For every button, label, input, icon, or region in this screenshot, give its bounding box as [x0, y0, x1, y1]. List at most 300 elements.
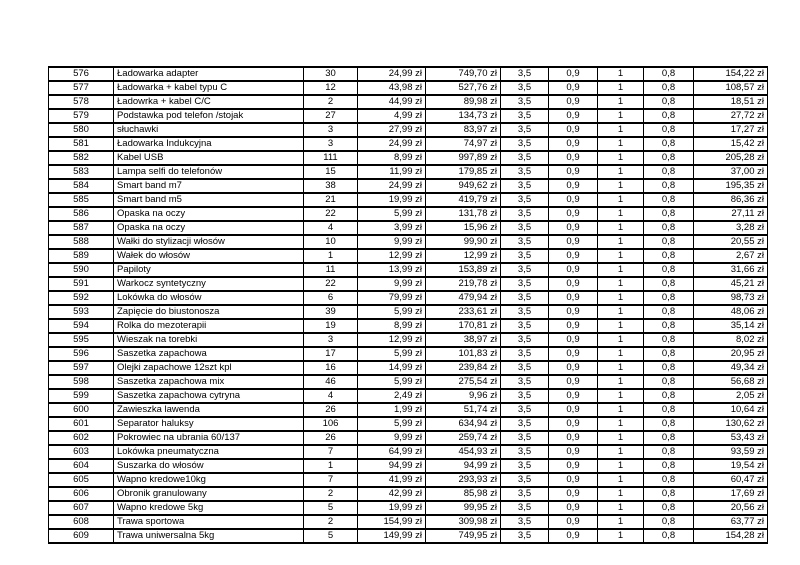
factor-08-cell: 0,8	[644, 179, 694, 193]
factor-35-cell: 3,5	[501, 501, 549, 515]
product-name-cell: Lokówka do włosów	[114, 291, 304, 305]
factor-35-cell: 3,5	[501, 263, 549, 277]
total-value-cell: 309,98 zł	[426, 515, 501, 529]
product-name-cell: Podstawka pod telefon /stojak	[114, 109, 304, 123]
factor-09-cell: 0,9	[549, 221, 598, 235]
quantity-cell: 5	[304, 529, 358, 543]
final-amount-cell: 15,42 zł	[694, 137, 768, 151]
factor-1-cell: 1	[598, 515, 644, 529]
factor-35-cell: 3,5	[501, 445, 549, 459]
total-value-cell: 634,94 zł	[426, 417, 501, 431]
factor-09-cell: 0,9	[549, 263, 598, 277]
factor-1-cell: 1	[598, 487, 644, 501]
final-amount-cell: 205,28 zł	[694, 151, 768, 165]
table-row	[49, 165, 768, 179]
unit-price-cell: 149,99 zł	[358, 529, 426, 543]
quantity-cell: 4	[304, 389, 358, 403]
unit-price-cell: 19,99 zł	[358, 193, 426, 207]
factor-35-cell: 3,5	[501, 515, 549, 529]
factor-09-cell: 0,9	[549, 249, 598, 263]
factor-09-cell: 0,9	[549, 207, 598, 221]
total-value-cell: 83,97 zł	[426, 123, 501, 137]
quantity-cell: 5	[304, 501, 358, 515]
table-row	[49, 333, 768, 347]
factor-08-cell: 0,8	[644, 389, 694, 403]
table-row	[49, 193, 768, 207]
factor-1-cell: 1	[598, 137, 644, 151]
total-value-cell: 51,74 zł	[426, 403, 501, 417]
factor-35-cell: 3,5	[501, 487, 549, 501]
total-value-cell: 85,98 zł	[426, 487, 501, 501]
unit-price-cell: 12,99 zł	[358, 333, 426, 347]
table-row	[49, 375, 768, 389]
factor-35-cell: 3,5	[501, 249, 549, 263]
factor-35-cell: 3,5	[501, 235, 549, 249]
factor-35-cell: 3,5	[501, 459, 549, 473]
final-amount-cell: 130,62 zł	[694, 417, 768, 431]
quantity-cell: 39	[304, 305, 358, 319]
factor-1-cell: 1	[598, 151, 644, 165]
factor-08-cell: 0,8	[644, 417, 694, 431]
factor-1-cell: 1	[598, 193, 644, 207]
factor-08-cell: 0,8	[644, 333, 694, 347]
total-value-cell: 94,99 zł	[426, 459, 501, 473]
total-value-cell: 38,97 zł	[426, 333, 501, 347]
unit-price-cell: 5,99 zł	[358, 417, 426, 431]
factor-08-cell: 0,8	[644, 515, 694, 529]
unit-price-cell: 24,99 zł	[358, 179, 426, 193]
row-number-cell: 579	[49, 109, 114, 123]
factor-1-cell: 1	[598, 473, 644, 487]
row-number-cell: 592	[49, 291, 114, 305]
factor-08-cell: 0,8	[644, 67, 694, 81]
factor-1-cell: 1	[598, 529, 644, 543]
factor-09-cell: 0,9	[549, 417, 598, 431]
product-name-cell: Lokówka pneumatyczna	[114, 445, 304, 459]
unit-price-cell: 5,99 zł	[358, 305, 426, 319]
unit-price-cell: 5,99 zł	[358, 375, 426, 389]
unit-price-cell: 5,99 zł	[358, 207, 426, 221]
factor-08-cell: 0,8	[644, 445, 694, 459]
final-amount-cell: 56,68 zł	[694, 375, 768, 389]
unit-price-cell: 1,99 zł	[358, 403, 426, 417]
row-number-cell: 587	[49, 221, 114, 235]
product-name-cell: Papiloty	[114, 263, 304, 277]
factor-35-cell: 3,5	[501, 137, 549, 151]
factor-08-cell: 0,8	[644, 319, 694, 333]
unit-price-cell: 8,99 zł	[358, 151, 426, 165]
final-amount-cell: 49,34 zł	[694, 361, 768, 375]
unit-price-cell: 4,99 zł	[358, 109, 426, 123]
product-name-cell: Obronik granulowany	[114, 487, 304, 501]
total-value-cell: 74,97 zł	[426, 137, 501, 151]
unit-price-cell: 64,99 zł	[358, 445, 426, 459]
quantity-cell: 46	[304, 375, 358, 389]
unit-price-cell: 24,99 zł	[358, 137, 426, 151]
row-number-cell: 583	[49, 165, 114, 179]
product-name-cell: Zapięcie do biustonosza	[114, 305, 304, 319]
factor-1-cell: 1	[598, 95, 644, 109]
total-value-cell: 275,54 zł	[426, 375, 501, 389]
factor-1-cell: 1	[598, 291, 644, 305]
final-amount-cell: 93,59 zł	[694, 445, 768, 459]
factor-1-cell: 1	[598, 221, 644, 235]
product-name-cell: Kabel USB	[114, 151, 304, 165]
final-amount-cell: 35,14 zł	[694, 319, 768, 333]
product-name-cell: Ładowarka adapter	[114, 67, 304, 81]
factor-08-cell: 0,8	[644, 487, 694, 501]
factor-08-cell: 0,8	[644, 291, 694, 305]
final-amount-cell: 10,64 zł	[694, 403, 768, 417]
final-amount-cell: 154,22 zł	[694, 67, 768, 81]
factor-35-cell: 3,5	[501, 277, 549, 291]
row-number-cell: 600	[49, 403, 114, 417]
row-number-cell: 581	[49, 137, 114, 151]
unit-price-cell: 94,99 zł	[358, 459, 426, 473]
unit-price-cell: 5,99 zł	[358, 347, 426, 361]
factor-1-cell: 1	[598, 263, 644, 277]
final-amount-cell: 108,57 zł	[694, 81, 768, 95]
total-value-cell: 131,78 zł	[426, 207, 501, 221]
factor-35-cell: 3,5	[501, 151, 549, 165]
quantity-cell: 30	[304, 67, 358, 81]
product-name-cell: Smart band m5	[114, 193, 304, 207]
row-number-cell: 608	[49, 515, 114, 529]
row-number-cell: 580	[49, 123, 114, 137]
final-amount-cell: 48,06 zł	[694, 305, 768, 319]
factor-1-cell: 1	[598, 123, 644, 137]
final-amount-cell: 60,47 zł	[694, 473, 768, 487]
row-number-cell: 595	[49, 333, 114, 347]
unit-price-cell: 9,99 zł	[358, 235, 426, 249]
factor-08-cell: 0,8	[644, 207, 694, 221]
final-amount-cell: 18,51 zł	[694, 95, 768, 109]
quantity-cell: 17	[304, 347, 358, 361]
product-name-cell: Ładowarka + kabel typu C	[114, 81, 304, 95]
factor-09-cell: 0,9	[549, 165, 598, 179]
total-value-cell: 293,93 zł	[426, 473, 501, 487]
factor-08-cell: 0,8	[644, 403, 694, 417]
table-row	[49, 305, 768, 319]
factor-09-cell: 0,9	[549, 235, 598, 249]
unit-price-cell: 14,99 zł	[358, 361, 426, 375]
table-row	[49, 137, 768, 151]
factor-1-cell: 1	[598, 375, 644, 389]
factor-1-cell: 1	[598, 249, 644, 263]
table-row	[49, 249, 768, 263]
quantity-cell: 3	[304, 123, 358, 137]
factor-35-cell: 3,5	[501, 375, 549, 389]
total-value-cell: 997,89 zł	[426, 151, 501, 165]
final-amount-cell: 2,05 zł	[694, 389, 768, 403]
factor-09-cell: 0,9	[549, 515, 598, 529]
product-name-cell: Saszetka zapachowa cytryna	[114, 389, 304, 403]
factor-1-cell: 1	[598, 235, 644, 249]
quantity-cell: 22	[304, 277, 358, 291]
factor-1-cell: 1	[598, 389, 644, 403]
product-name-cell: Wapno kredowe 5kg	[114, 501, 304, 515]
unit-price-cell: 19,99 zł	[358, 501, 426, 515]
product-name-cell: Olejki zapachowe 12szt kpl	[114, 361, 304, 375]
factor-35-cell: 3,5	[501, 109, 549, 123]
total-value-cell: 101,83 zł	[426, 347, 501, 361]
factor-08-cell: 0,8	[644, 277, 694, 291]
quantity-cell: 2	[304, 487, 358, 501]
inventory-table	[48, 66, 768, 544]
quantity-cell: 26	[304, 431, 358, 445]
table-row	[49, 235, 768, 249]
factor-08-cell: 0,8	[644, 95, 694, 109]
product-name-cell: Saszetka zapachowa	[114, 347, 304, 361]
factor-08-cell: 0,8	[644, 459, 694, 473]
unit-price-cell: 44,99 zł	[358, 95, 426, 109]
row-number-cell: 607	[49, 501, 114, 515]
row-number-cell: 578	[49, 95, 114, 109]
unit-price-cell: 9,99 zł	[358, 431, 426, 445]
row-number-cell: 582	[49, 151, 114, 165]
unit-price-cell: 12,99 zł	[358, 249, 426, 263]
table-row	[49, 81, 768, 95]
total-value-cell: 419,79 zł	[426, 193, 501, 207]
factor-35-cell: 3,5	[501, 179, 549, 193]
factor-35-cell: 3,5	[501, 95, 549, 109]
final-amount-cell: 27,11 zł	[694, 207, 768, 221]
quantity-cell: 27	[304, 109, 358, 123]
quantity-cell: 22	[304, 207, 358, 221]
table-row	[49, 389, 768, 403]
factor-1-cell: 1	[598, 347, 644, 361]
table-row	[49, 95, 768, 109]
factor-09-cell: 0,9	[549, 501, 598, 515]
factor-08-cell: 0,8	[644, 81, 694, 95]
factor-09-cell: 0,9	[549, 291, 598, 305]
table-row	[49, 109, 768, 123]
factor-35-cell: 3,5	[501, 291, 549, 305]
factor-09-cell: 0,9	[549, 305, 598, 319]
row-number-cell: 603	[49, 445, 114, 459]
factor-35-cell: 3,5	[501, 417, 549, 431]
final-amount-cell: 195,35 zł	[694, 179, 768, 193]
factor-09-cell: 0,9	[549, 319, 598, 333]
quantity-cell: 2	[304, 95, 358, 109]
factor-35-cell: 3,5	[501, 305, 549, 319]
row-number-cell: 606	[49, 487, 114, 501]
total-value-cell: 99,95 zł	[426, 501, 501, 515]
unit-price-cell: 154,99 zł	[358, 515, 426, 529]
factor-09-cell: 0,9	[549, 403, 598, 417]
product-name-cell: Saszetka zapachowa mix	[114, 375, 304, 389]
row-number-cell: 604	[49, 459, 114, 473]
product-name-cell: Suszarka do włosów	[114, 459, 304, 473]
unit-price-cell: 2,49 zł	[358, 389, 426, 403]
row-number-cell: 599	[49, 389, 114, 403]
product-name-cell: Lampa selfi do telefonów	[114, 165, 304, 179]
row-number-cell: 602	[49, 431, 114, 445]
table-row	[49, 151, 768, 165]
total-value-cell: 233,61 zł	[426, 305, 501, 319]
final-amount-cell: 19,54 zł	[694, 459, 768, 473]
total-value-cell: 219,78 zł	[426, 277, 501, 291]
row-number-cell: 601	[49, 417, 114, 431]
unit-price-cell: 43,98 zł	[358, 81, 426, 95]
factor-1-cell: 1	[598, 403, 644, 417]
row-number-cell: 597	[49, 361, 114, 375]
product-name-cell: Smart band m7	[114, 179, 304, 193]
total-value-cell: 12,99 zł	[426, 249, 501, 263]
factor-35-cell: 3,5	[501, 431, 549, 445]
factor-35-cell: 3,5	[501, 529, 549, 543]
factor-09-cell: 0,9	[549, 81, 598, 95]
total-value-cell: 179,85 zł	[426, 165, 501, 179]
final-amount-cell: 17,69 zł	[694, 487, 768, 501]
total-value-cell: 134,73 zł	[426, 109, 501, 123]
product-name-cell: Wałek do włosów	[114, 249, 304, 263]
factor-09-cell: 0,9	[549, 375, 598, 389]
factor-1-cell: 1	[598, 109, 644, 123]
table-row	[49, 431, 768, 445]
factor-35-cell: 3,5	[501, 473, 549, 487]
unit-price-cell: 9,99 zł	[358, 277, 426, 291]
factor-09-cell: 0,9	[549, 109, 598, 123]
row-number-cell: 593	[49, 305, 114, 319]
total-value-cell: 99,90 zł	[426, 235, 501, 249]
total-value-cell: 479,94 zł	[426, 291, 501, 305]
total-value-cell: 153,89 zł	[426, 263, 501, 277]
factor-35-cell: 3,5	[501, 165, 549, 179]
table-row	[49, 501, 768, 515]
factor-35-cell: 3,5	[501, 221, 549, 235]
factor-08-cell: 0,8	[644, 165, 694, 179]
factor-09-cell: 0,9	[549, 529, 598, 543]
factor-35-cell: 3,5	[501, 403, 549, 417]
product-name-cell: Rolka do mezoterapii	[114, 319, 304, 333]
factor-08-cell: 0,8	[644, 347, 694, 361]
total-value-cell: 949,62 zł	[426, 179, 501, 193]
product-name-cell: Pokrowiec na ubrania 60/137	[114, 431, 304, 445]
total-value-cell: 749,95 zł	[426, 529, 501, 543]
factor-09-cell: 0,9	[549, 277, 598, 291]
factor-1-cell: 1	[598, 81, 644, 95]
factor-09-cell: 0,9	[549, 347, 598, 361]
factor-09-cell: 0,9	[549, 193, 598, 207]
factor-09-cell: 0,9	[549, 361, 598, 375]
factor-09-cell: 0,9	[549, 333, 598, 347]
factor-1-cell: 1	[598, 333, 644, 347]
quantity-cell: 7	[304, 445, 358, 459]
factor-1-cell: 1	[598, 165, 644, 179]
row-number-cell: 588	[49, 235, 114, 249]
factor-1-cell: 1	[598, 179, 644, 193]
final-amount-cell: 31,66 zł	[694, 263, 768, 277]
table-row	[49, 277, 768, 291]
final-amount-cell: 154,28 zł	[694, 529, 768, 543]
row-number-cell: 584	[49, 179, 114, 193]
final-amount-cell: 98,73 zł	[694, 291, 768, 305]
factor-08-cell: 0,8	[644, 375, 694, 389]
product-name-cell: Wałki do stylizacji włosów	[114, 235, 304, 249]
factor-09-cell: 0,9	[549, 151, 598, 165]
unit-price-cell: 27,99 zł	[358, 123, 426, 137]
factor-1-cell: 1	[598, 361, 644, 375]
final-amount-cell: 20,56 zł	[694, 501, 768, 515]
factor-09-cell: 0,9	[549, 445, 598, 459]
factor-35-cell: 3,5	[501, 389, 549, 403]
factor-35-cell: 3,5	[501, 207, 549, 221]
product-name-cell: Zawieszka lawenda	[114, 403, 304, 417]
factor-08-cell: 0,8	[644, 501, 694, 515]
quantity-cell: 106	[304, 417, 358, 431]
total-value-cell: 527,76 zł	[426, 81, 501, 95]
row-number-cell: 594	[49, 319, 114, 333]
quantity-cell: 7	[304, 473, 358, 487]
factor-08-cell: 0,8	[644, 473, 694, 487]
table-row	[49, 67, 768, 81]
product-name-cell: Wieszak na torebki	[114, 333, 304, 347]
total-value-cell: 454,93 zł	[426, 445, 501, 459]
factor-09-cell: 0,9	[549, 431, 598, 445]
unit-price-cell: 41,99 zł	[358, 473, 426, 487]
factor-1-cell: 1	[598, 67, 644, 81]
product-name-cell: Opaska na oczy	[114, 221, 304, 235]
table-row	[49, 445, 768, 459]
final-amount-cell: 45,21 zł	[694, 277, 768, 291]
factor-08-cell: 0,8	[644, 263, 694, 277]
factor-08-cell: 0,8	[644, 431, 694, 445]
table-row	[49, 487, 768, 501]
final-amount-cell: 53,43 zł	[694, 431, 768, 445]
product-name-cell: Trawa sportowa	[114, 515, 304, 529]
total-value-cell: 170,81 zł	[426, 319, 501, 333]
unit-price-cell: 8,99 zł	[358, 319, 426, 333]
factor-08-cell: 0,8	[644, 193, 694, 207]
row-number-cell: 605	[49, 473, 114, 487]
final-amount-cell: 2,67 zł	[694, 249, 768, 263]
inventory-table-body	[49, 67, 768, 543]
table-row	[49, 123, 768, 137]
row-number-cell: 598	[49, 375, 114, 389]
table-row	[49, 515, 768, 529]
final-amount-cell: 27,72 zł	[694, 109, 768, 123]
table-row	[49, 179, 768, 193]
table-row	[49, 473, 768, 487]
table-row	[49, 459, 768, 473]
factor-09-cell: 0,9	[549, 459, 598, 473]
row-number-cell: 589	[49, 249, 114, 263]
factor-08-cell: 0,8	[644, 109, 694, 123]
product-name-cell: Warkocz syntetyczny	[114, 277, 304, 291]
factor-09-cell: 0,9	[549, 67, 598, 81]
factor-09-cell: 0,9	[549, 137, 598, 151]
row-number-cell: 577	[49, 81, 114, 95]
total-value-cell: 9,96 zł	[426, 389, 501, 403]
product-name-cell: Wapno kredowe10kg	[114, 473, 304, 487]
factor-09-cell: 0,9	[549, 473, 598, 487]
quantity-cell: 15	[304, 165, 358, 179]
quantity-cell: 1	[304, 459, 358, 473]
final-amount-cell: 3,28 zł	[694, 221, 768, 235]
row-number-cell: 609	[49, 529, 114, 543]
quantity-cell: 38	[304, 179, 358, 193]
quantity-cell: 111	[304, 151, 358, 165]
factor-09-cell: 0,9	[549, 487, 598, 501]
final-amount-cell: 37,00 zł	[694, 165, 768, 179]
factor-09-cell: 0,9	[549, 179, 598, 193]
table-row	[49, 403, 768, 417]
factor-09-cell: 0,9	[549, 123, 598, 137]
quantity-cell: 12	[304, 81, 358, 95]
quantity-cell: 26	[304, 403, 358, 417]
factor-1-cell: 1	[598, 501, 644, 515]
